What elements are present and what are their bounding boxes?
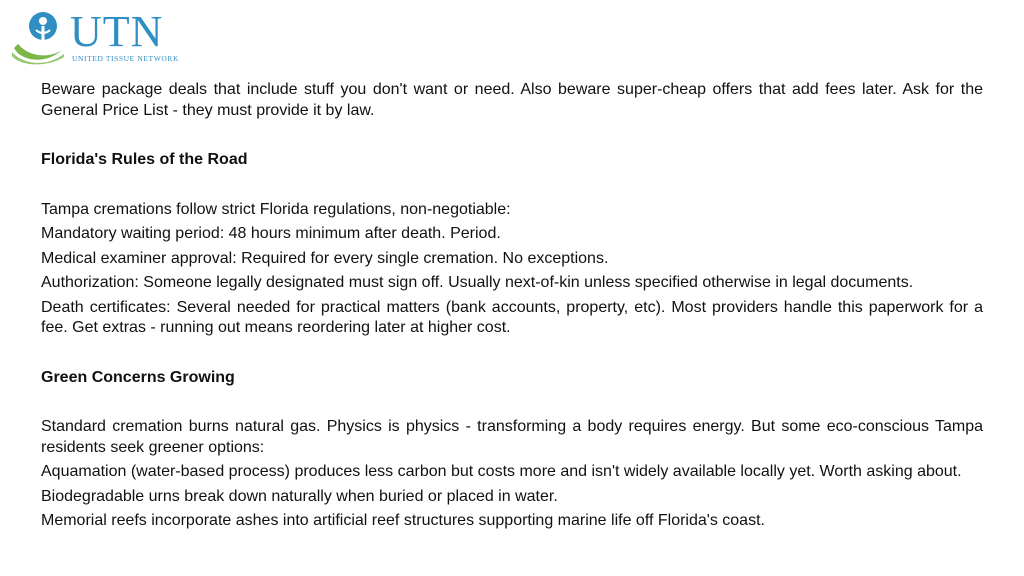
spacer bbox=[41, 121, 983, 150]
section-heading-rules: Florida's Rules of the Road bbox=[41, 151, 248, 168]
spacer bbox=[41, 339, 983, 368]
spacer bbox=[41, 388, 983, 417]
rules-item: Medical examiner approval: Required for every single cremation. No exceptions. bbox=[41, 249, 609, 267]
green-item: Standard cremation burns natural gas. Physics is physics - transforming a body requires energy. But some eco-conscious Tampa residents seek greener options: bbox=[41, 418, 983, 456]
logo-tagline: UNITED TISSUE NETWORK bbox=[72, 54, 180, 63]
article-body bbox=[41, 80, 983, 532]
utn-logo bbox=[10, 8, 190, 66]
rules-item: Authorization: Someone legally designated must sign off. Usually next-of-kin unless specified otherwise in legal documents. bbox=[41, 274, 914, 291]
rules-item: Tampa cremations follow strict Florida regulations, non-negotiable: bbox=[41, 200, 511, 218]
green-item: Memorial reefs incorporate ashes into artificial reef structures supporting marine life off Florida's coast. bbox=[41, 512, 765, 529]
logo-wordmark: UTN bbox=[70, 7, 164, 56]
rules-item: Death certificates: Several needed for practical matters (bank accounts, property, etc). Most providers handle this paperwork for a fee. Get extras - running out means reordering later at higher cost. bbox=[41, 298, 983, 336]
spacer bbox=[41, 171, 983, 200]
logo-emblem-icon bbox=[10, 8, 70, 66]
section-heading-green: Green Concerns Growing bbox=[41, 368, 235, 386]
green-item: Biodegradable urns break down naturally when buried or placed in water. bbox=[41, 487, 558, 505]
intro-paragraph: Beware package deals that include stuff you don't want or need. Also beware super-cheap offers that add fees later. Ask for the General Price List - they must provide it by law. bbox=[41, 81, 983, 119]
green-item: Aquamation (water-based process) produces less carbon but costs more and isn't widely available locally yet. Worth asking about. bbox=[41, 463, 962, 480]
rules-item: Mandatory waiting period: 48 hours minimum after death. Period. bbox=[41, 225, 501, 242]
